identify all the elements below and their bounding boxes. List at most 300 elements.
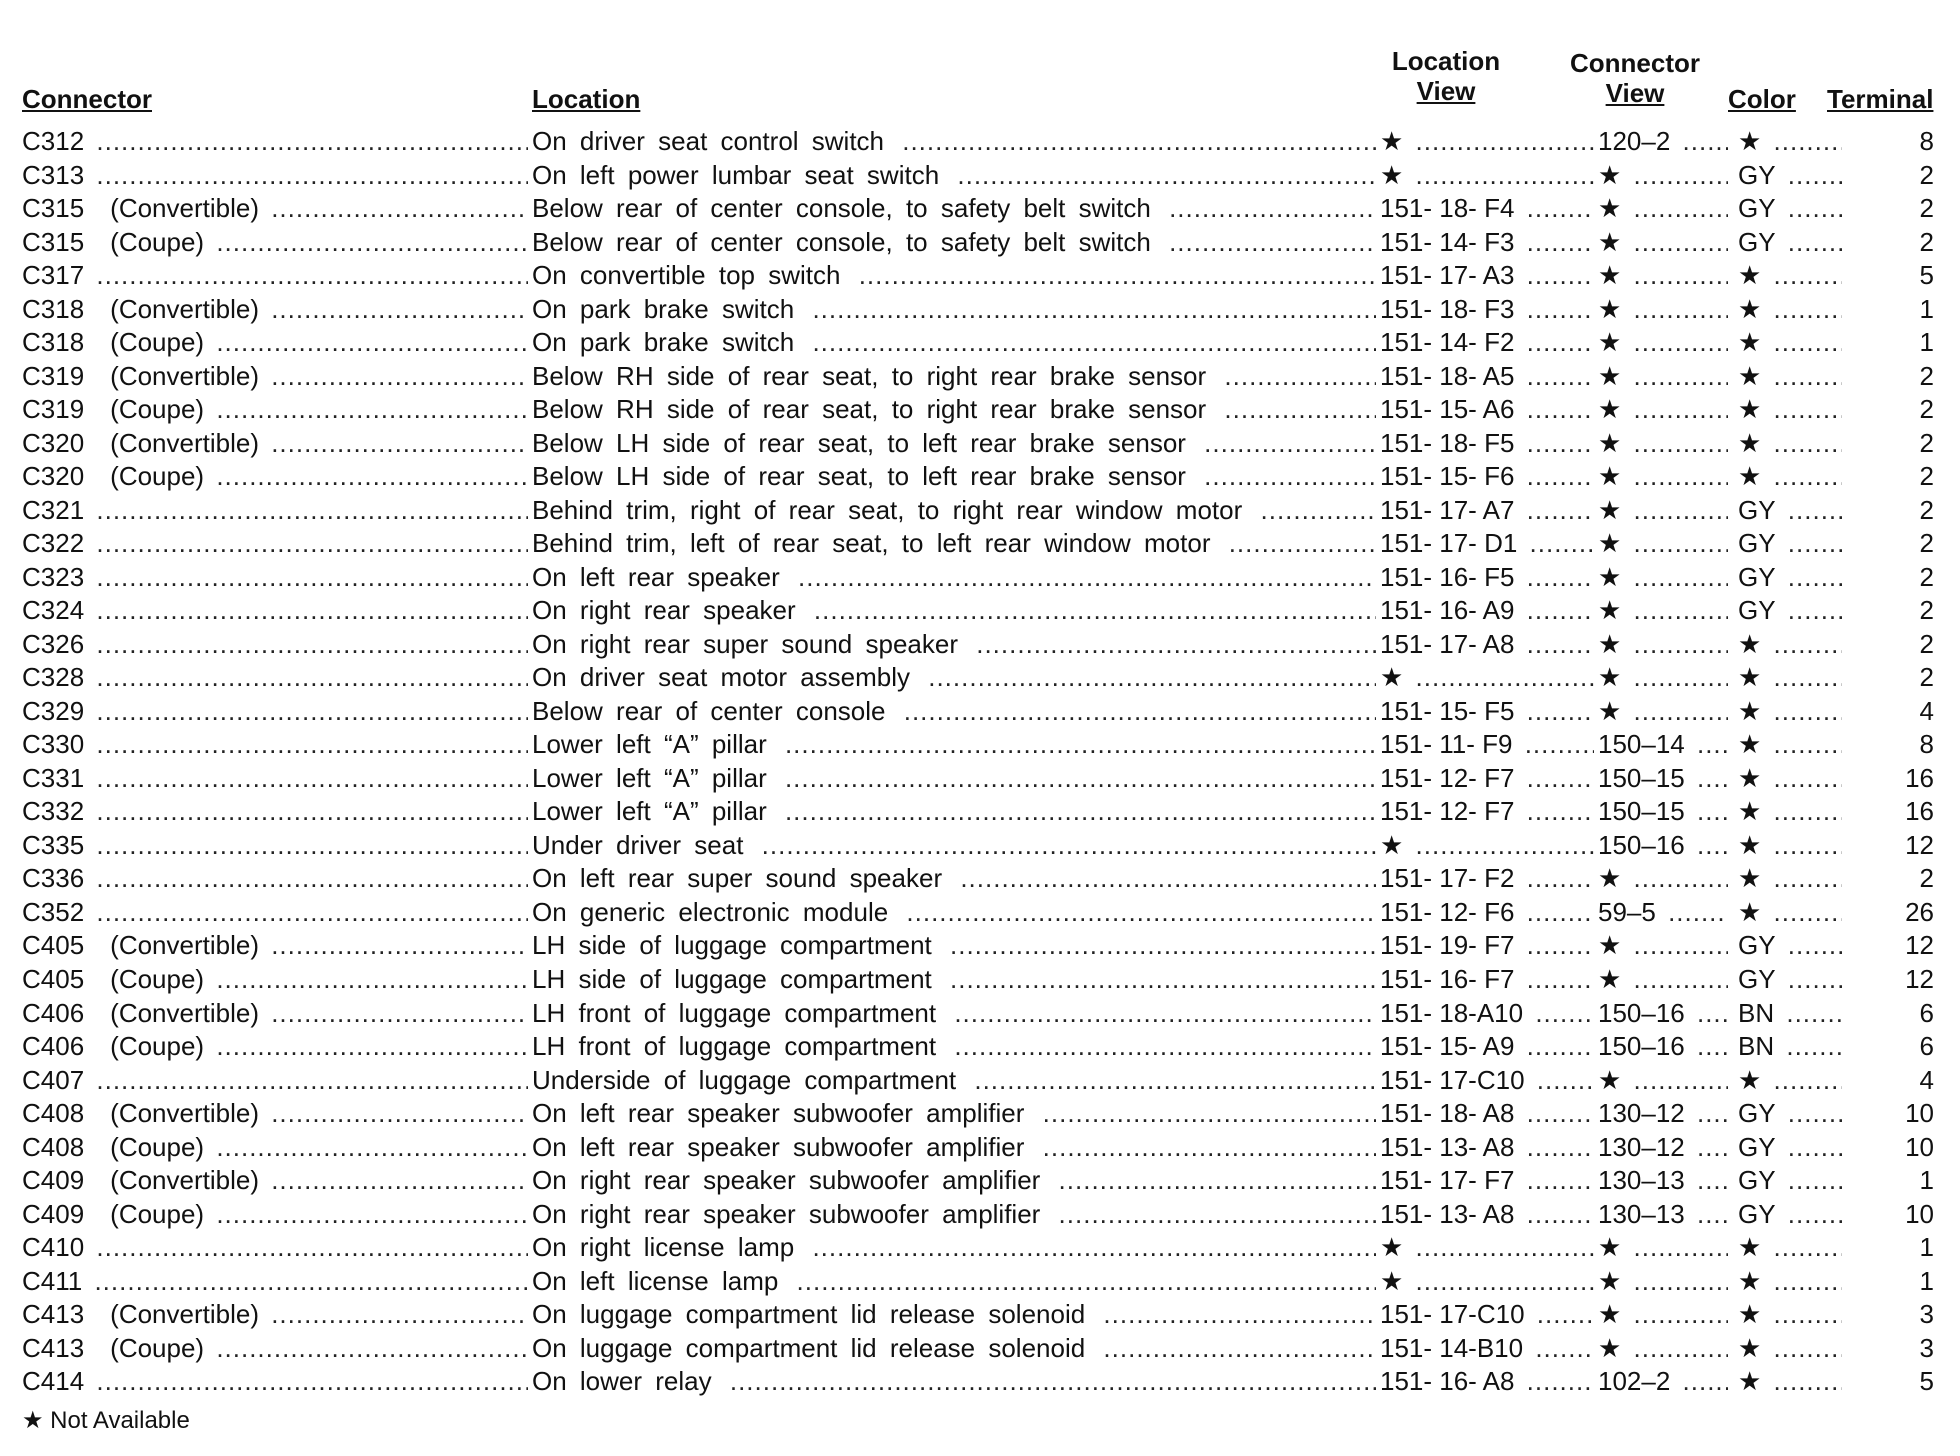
- location-cell: [532, 896, 1376, 930]
- location-view-cell: [1380, 1298, 1594, 1332]
- connector-view-cell: [1598, 427, 1728, 461]
- terminal-text: 2: [1920, 662, 1938, 692]
- connector-view-cell: [1598, 561, 1728, 595]
- connector-view-cell: [1598, 862, 1728, 896]
- terminal-text: 2: [1920, 394, 1938, 424]
- connector-view-text: ★: [1598, 1299, 1625, 1329]
- location-view-text: 151- 18- A8: [1380, 1098, 1518, 1128]
- connector-cell: [22, 1332, 528, 1366]
- connector-id: C319: [22, 361, 88, 391]
- connector-cell: [22, 1064, 528, 1098]
- table-row: [0, 1365, 1960, 1399]
- connector-id: C406: [22, 998, 88, 1028]
- connector-view-text: ★: [1598, 863, 1625, 893]
- terminal-text: 3: [1920, 1299, 1938, 1329]
- table-row: [0, 762, 1960, 796]
- terminal-cell: [1846, 829, 1938, 863]
- connector-cell: [22, 1298, 528, 1332]
- location-view-text: ★: [1380, 126, 1407, 156]
- color-cell: [1738, 125, 1842, 159]
- connector-cell: [22, 1365, 528, 1399]
- terminal-text: 2: [1920, 461, 1938, 491]
- location-view-cell: [1380, 1064, 1594, 1098]
- terminal-text: 6: [1920, 1031, 1938, 1061]
- color-cell: [1738, 393, 1842, 427]
- table-row: [0, 963, 1960, 997]
- table-row: [0, 326, 1960, 360]
- location-text: Below rear of center console: [532, 696, 890, 726]
- terminal-cell: [1846, 1298, 1938, 1332]
- terminal-text: 10: [1905, 1132, 1938, 1162]
- location-view-cell: [1380, 360, 1594, 394]
- terminal-cell: [1846, 862, 1938, 896]
- connector-variant: (Coupe): [110, 1132, 208, 1162]
- terminal-cell: [1846, 1198, 1938, 1232]
- connector-cell: [22, 628, 528, 662]
- terminal-text: 3: [1920, 1333, 1938, 1363]
- location-view-cell: [1380, 1332, 1594, 1366]
- connector-view-text: 150–16: [1598, 998, 1689, 1028]
- color-text: GY: [1738, 1098, 1780, 1128]
- connector-id: C318: [22, 327, 88, 357]
- terminal-cell: [1846, 226, 1938, 260]
- location-view-cell: [1380, 1131, 1594, 1165]
- location-view-text: 151- 18-A10: [1380, 998, 1527, 1028]
- location-text: Lower left “A” pillar: [532, 763, 771, 793]
- location-cell: [532, 293, 1376, 327]
- connector-view-cell: [1598, 226, 1728, 260]
- connector-view-cell: [1598, 293, 1728, 327]
- terminal-text: 16: [1905, 796, 1938, 826]
- connector-cell: [22, 594, 528, 628]
- color-cell: [1738, 862, 1842, 896]
- terminal-cell: [1846, 393, 1938, 427]
- connector-variant: (Coupe): [110, 227, 208, 257]
- color-text: ★: [1738, 394, 1765, 424]
- connector-view-cell: [1598, 527, 1728, 561]
- color-cell: [1738, 1064, 1842, 1098]
- connector-cell: [22, 728, 528, 762]
- terminal-cell: [1846, 997, 1938, 1031]
- color-text: GY: [1738, 930, 1780, 960]
- terminal-text: 1: [1920, 1165, 1938, 1195]
- location-cell: [532, 159, 1376, 193]
- connector-id: C405: [22, 930, 88, 960]
- terminal-text: 1: [1920, 1266, 1938, 1296]
- terminal-cell: [1846, 1064, 1938, 1098]
- table-row: [0, 192, 1960, 226]
- location-cell: [532, 1198, 1376, 1232]
- header-terminal: Terminal: [1827, 84, 1934, 114]
- location-text: Below LH side of rear seat, to left rear brake sensor: [532, 428, 1190, 458]
- connector-id: C324: [22, 595, 88, 625]
- location-view-text: 151- 17-C10: [1380, 1299, 1529, 1329]
- connector-view-text: ★: [1598, 662, 1625, 692]
- connector-cell: [22, 561, 528, 595]
- terminal-cell: [1846, 1097, 1938, 1131]
- location-cell: [532, 929, 1376, 963]
- location-view-cell: [1380, 997, 1594, 1031]
- connector-view-text: ★: [1598, 1065, 1625, 1095]
- location-cell: [532, 326, 1376, 360]
- connector-view-text: 150–16: [1598, 830, 1689, 860]
- location-cell: [532, 494, 1376, 528]
- location-view-cell: [1380, 1231, 1594, 1265]
- connector-view-text: ★: [1598, 461, 1625, 491]
- location-view-cell: [1380, 728, 1594, 762]
- location-view-text: 151- 13- A8: [1380, 1199, 1518, 1229]
- connector-view-cell: [1598, 594, 1728, 628]
- terminal-cell: [1846, 1332, 1938, 1366]
- location-view-text: 151- 19- F7: [1380, 930, 1518, 960]
- connector-variant: (Convertible): [110, 1098, 263, 1128]
- location-view-cell: [1380, 460, 1594, 494]
- connector-variant: (Coupe): [110, 964, 208, 994]
- connector-id: C321: [22, 495, 88, 525]
- connector-view-text: 150–15: [1598, 796, 1689, 826]
- terminal-text: 5: [1920, 260, 1938, 290]
- location-cell: [532, 1030, 1376, 1064]
- table-row: [0, 695, 1960, 729]
- footnote: ★ Not Available: [22, 1407, 190, 1434]
- terminal-text: 2: [1920, 528, 1938, 558]
- connector-view-cell: [1598, 728, 1728, 762]
- table-row: [0, 159, 1960, 193]
- color-cell: [1738, 561, 1842, 595]
- color-text: GY: [1738, 964, 1780, 994]
- terminal-cell: [1846, 561, 1938, 595]
- color-cell: [1738, 1030, 1842, 1064]
- connector-view-cell: [1598, 360, 1728, 394]
- location-view-text: 151- 16- A9: [1380, 595, 1518, 625]
- location-view-cell: [1380, 1164, 1594, 1198]
- connector-view-cell: [1598, 1265, 1728, 1299]
- color-cell: [1738, 326, 1842, 360]
- location-view-text: 151- 15- F5: [1380, 696, 1518, 726]
- header-location-view-line2: View: [1416, 76, 1476, 106]
- terminal-cell: [1846, 1164, 1938, 1198]
- location-view-text: 151- 18- A5: [1380, 361, 1518, 391]
- terminal-cell: [1846, 695, 1938, 729]
- color-cell: [1738, 795, 1842, 829]
- location-view-cell: [1380, 1265, 1594, 1299]
- connector-cell: [22, 1198, 528, 1232]
- connector-variant: (Convertible): [110, 930, 263, 960]
- location-view-text: 151- 16- A8: [1380, 1366, 1518, 1396]
- location-text: On left rear speaker subwoofer amplifier: [532, 1098, 1028, 1128]
- location-view-text: 151- 18- F5: [1380, 428, 1518, 458]
- location-text: LH front of luggage compartment: [532, 998, 940, 1028]
- color-cell: [1738, 594, 1842, 628]
- terminal-cell: [1846, 527, 1938, 561]
- connector-view-cell: [1598, 1030, 1728, 1064]
- location-cell: [532, 259, 1376, 293]
- table-row: [0, 594, 1960, 628]
- connector-id: C330: [22, 729, 88, 759]
- color-text: ★: [1738, 126, 1765, 156]
- connector-variant: (Convertible): [110, 428, 263, 458]
- terminal-cell: [1846, 326, 1938, 360]
- location-cell: [532, 594, 1376, 628]
- table-row: [0, 929, 1960, 963]
- connector-cell: [22, 661, 528, 695]
- table-row: [0, 1332, 1960, 1366]
- connector-view-cell: [1598, 695, 1728, 729]
- location-view-text: 151- 17- A3: [1380, 260, 1518, 290]
- location-text: Below LH side of rear seat, to left rear brake sensor: [532, 461, 1190, 491]
- terminal-text: 26: [1905, 897, 1938, 927]
- location-text: On generic electronic module: [532, 897, 892, 927]
- terminal-text: 8: [1920, 126, 1938, 156]
- table-row: [0, 259, 1960, 293]
- connector-variant: (Coupe): [110, 394, 208, 424]
- color-text: ★: [1738, 863, 1765, 893]
- terminal-cell: [1846, 628, 1938, 662]
- connector-variant: (Convertible): [110, 294, 263, 324]
- connector-id: C315: [22, 193, 88, 223]
- connector-cell: [22, 360, 528, 394]
- location-cell: [532, 1265, 1376, 1299]
- terminal-cell: [1846, 1265, 1938, 1299]
- connector-variant: (Convertible): [110, 1299, 263, 1329]
- header-connector-view: [1560, 48, 1710, 108]
- connector-view-cell: [1598, 963, 1728, 997]
- location-cell: [532, 1231, 1376, 1265]
- color-text: GY: [1738, 1165, 1780, 1195]
- connector-view-cell: [1598, 795, 1728, 829]
- table-row: [0, 661, 1960, 695]
- terminal-text: 2: [1920, 160, 1938, 190]
- location-text: On luggage compartment lid release solenoid: [532, 1299, 1089, 1329]
- terminal-cell: [1846, 1131, 1938, 1165]
- color-text: ★: [1738, 294, 1765, 324]
- connector-cell: [22, 795, 528, 829]
- location-text: Behind trim, left of rear seat, to left rear window motor: [532, 528, 1214, 558]
- header-location: Location: [532, 84, 641, 114]
- location-cell: [532, 527, 1376, 561]
- location-text: Below RH side of rear seat, to right rear brake sensor: [532, 361, 1210, 391]
- terminal-cell: [1846, 159, 1938, 193]
- location-text: On right rear super sound speaker: [532, 629, 962, 659]
- terminal-cell: [1846, 795, 1938, 829]
- color-cell: [1738, 1131, 1842, 1165]
- color-text: ★: [1738, 1266, 1765, 1296]
- connector-id: C410: [22, 1232, 88, 1262]
- location-view-cell: [1380, 1198, 1594, 1232]
- terminal-text: 1: [1920, 294, 1938, 324]
- location-view-text: 151- 14- F3: [1380, 227, 1518, 257]
- color-cell: [1738, 1298, 1842, 1332]
- connector-view-text: ★: [1598, 1266, 1625, 1296]
- terminal-cell: [1846, 929, 1938, 963]
- terminal-text: 12: [1905, 964, 1938, 994]
- terminal-text: 2: [1920, 361, 1938, 391]
- terminal-text: 1: [1920, 327, 1938, 357]
- connector-view-cell: [1598, 762, 1728, 796]
- terminal-text: 2: [1920, 227, 1938, 257]
- color-text: ★: [1738, 1366, 1765, 1396]
- color-text: GY: [1738, 1199, 1780, 1229]
- color-text: ★: [1738, 1333, 1765, 1363]
- location-view-cell: [1380, 1030, 1594, 1064]
- connector-view-text: 130–12: [1598, 1098, 1689, 1128]
- connector-view-text: ★: [1598, 428, 1625, 458]
- connector-id: C407: [22, 1065, 88, 1095]
- location-view-cell: [1380, 527, 1594, 561]
- location-cell: [532, 1064, 1376, 1098]
- connector-view-cell: [1598, 460, 1728, 494]
- terminal-text: 2: [1920, 629, 1938, 659]
- table-row: [0, 628, 1960, 662]
- connector-id: C318: [22, 294, 88, 324]
- location-cell: [532, 628, 1376, 662]
- color-text: ★: [1738, 897, 1765, 927]
- table-row: [0, 728, 1960, 762]
- location-cell: [532, 862, 1376, 896]
- location-view-text: ★: [1380, 1266, 1407, 1296]
- terminal-cell: [1846, 728, 1938, 762]
- connector-view-cell: [1598, 1298, 1728, 1332]
- color-cell: [1738, 728, 1842, 762]
- location-cell: [532, 427, 1376, 461]
- location-cell: [532, 192, 1376, 226]
- connector-cell: [22, 963, 528, 997]
- connector-view-text: 130–13: [1598, 1199, 1689, 1229]
- connector-view-cell: [1598, 896, 1728, 930]
- table-row: [0, 1097, 1960, 1131]
- color-text: ★: [1738, 830, 1765, 860]
- connector-id: C328: [22, 662, 88, 692]
- connector-cell: [22, 125, 528, 159]
- location-view-text: 151- 15- A9: [1380, 1031, 1518, 1061]
- location-view-cell: [1380, 795, 1594, 829]
- location-text: On right rear speaker: [532, 595, 800, 625]
- connector-variant: (Coupe): [110, 1333, 208, 1363]
- table-row: [0, 460, 1960, 494]
- location-cell: [532, 728, 1376, 762]
- connector-cell: [22, 1231, 528, 1265]
- table-row: [0, 293, 1960, 327]
- location-view-text: 151- 18- F3: [1380, 294, 1518, 324]
- location-cell: [532, 360, 1376, 394]
- location-view-text: ★: [1380, 830, 1407, 860]
- location-view-text: ★: [1380, 160, 1407, 190]
- connector-view-text: ★: [1598, 160, 1625, 190]
- connector-cell: [22, 1164, 528, 1198]
- location-text: LH front of luggage compartment: [532, 1031, 940, 1061]
- connector-cell: [22, 192, 528, 226]
- terminal-cell: [1846, 494, 1938, 528]
- location-text: On driver seat control switch: [532, 126, 888, 156]
- terminal-cell: [1846, 1365, 1938, 1399]
- terminal-text: 12: [1905, 930, 1938, 960]
- location-cell: [532, 1097, 1376, 1131]
- connector-view-text: ★: [1598, 629, 1625, 659]
- connector-cell: [22, 997, 528, 1031]
- connector-cell: [22, 1131, 528, 1165]
- color-cell: [1738, 259, 1842, 293]
- connector-cell: [22, 326, 528, 360]
- table-row: [0, 862, 1960, 896]
- connector-id: C320: [22, 428, 88, 458]
- connector-view-cell: [1598, 259, 1728, 293]
- location-view-cell: [1380, 226, 1594, 260]
- connector-id: C320: [22, 461, 88, 491]
- connector-id: C312: [22, 126, 88, 156]
- location-cell: [532, 1164, 1376, 1198]
- terminal-text: 2: [1920, 428, 1938, 458]
- location-view-text: 151- 14-B10: [1380, 1333, 1527, 1363]
- color-cell: [1738, 997, 1842, 1031]
- location-text: On lower relay: [532, 1366, 716, 1396]
- connector-view-text: ★: [1598, 394, 1625, 424]
- table-row: [0, 1164, 1960, 1198]
- connector-view-cell: [1598, 159, 1728, 193]
- terminal-cell: [1846, 594, 1938, 628]
- location-cell: [532, 460, 1376, 494]
- connector-view-cell: [1598, 125, 1728, 159]
- header-location-view: [1380, 46, 1512, 106]
- location-view-text: 151- 16- F7: [1380, 964, 1518, 994]
- color-cell: [1738, 527, 1842, 561]
- location-cell: [532, 1298, 1376, 1332]
- location-view-cell: [1380, 695, 1594, 729]
- location-view-text: 151- 17- F2: [1380, 863, 1518, 893]
- table-row: [0, 561, 1960, 595]
- location-text: On driver seat motor assembly: [532, 662, 914, 692]
- connector-id: C352: [22, 897, 88, 927]
- table-row: [0, 226, 1960, 260]
- terminal-cell: [1846, 427, 1938, 461]
- terminal-text: 1: [1920, 1232, 1938, 1262]
- connector-id: C335: [22, 830, 88, 860]
- terminal-cell: [1846, 259, 1938, 293]
- table-row: [0, 1198, 1960, 1232]
- location-cell: [532, 695, 1376, 729]
- terminal-cell: [1846, 360, 1938, 394]
- color-text: GY: [1738, 528, 1780, 558]
- table-row: [0, 1298, 1960, 1332]
- connector-id: C315: [22, 227, 88, 257]
- connector-view-text: 150–14: [1598, 729, 1689, 759]
- location-view-text: 151- 12- F7: [1380, 796, 1518, 826]
- location-view-text: 151- 18- F4: [1380, 193, 1518, 223]
- color-text: BN: [1738, 1031, 1778, 1061]
- terminal-cell: [1846, 896, 1938, 930]
- terminal-text: 10: [1905, 1199, 1938, 1229]
- table-row: [0, 527, 1960, 561]
- location-view-text: 151- 16- F5: [1380, 562, 1518, 592]
- connector-view-cell: [1598, 494, 1728, 528]
- location-cell: [532, 829, 1376, 863]
- color-cell: [1738, 192, 1842, 226]
- terminal-text: 8: [1920, 729, 1938, 759]
- color-cell: [1738, 1198, 1842, 1232]
- color-cell: [1738, 896, 1842, 930]
- location-text: On left rear speaker subwoofer amplifier: [532, 1132, 1028, 1162]
- connector-view-cell: [1598, 393, 1728, 427]
- location-text: Below RH side of rear seat, to right rear brake sensor: [532, 394, 1210, 424]
- connector-id: C408: [22, 1098, 88, 1128]
- terminal-text: 12: [1905, 830, 1938, 860]
- location-text: Underside of luggage compartment: [532, 1065, 960, 1095]
- terminal-text: 4: [1920, 696, 1938, 726]
- color-text: ★: [1738, 629, 1765, 659]
- connector-id: C413: [22, 1299, 88, 1329]
- location-text: On right license lamp: [532, 1232, 798, 1262]
- location-view-text: 151- 17- A8: [1380, 629, 1518, 659]
- location-view-cell: [1380, 661, 1594, 695]
